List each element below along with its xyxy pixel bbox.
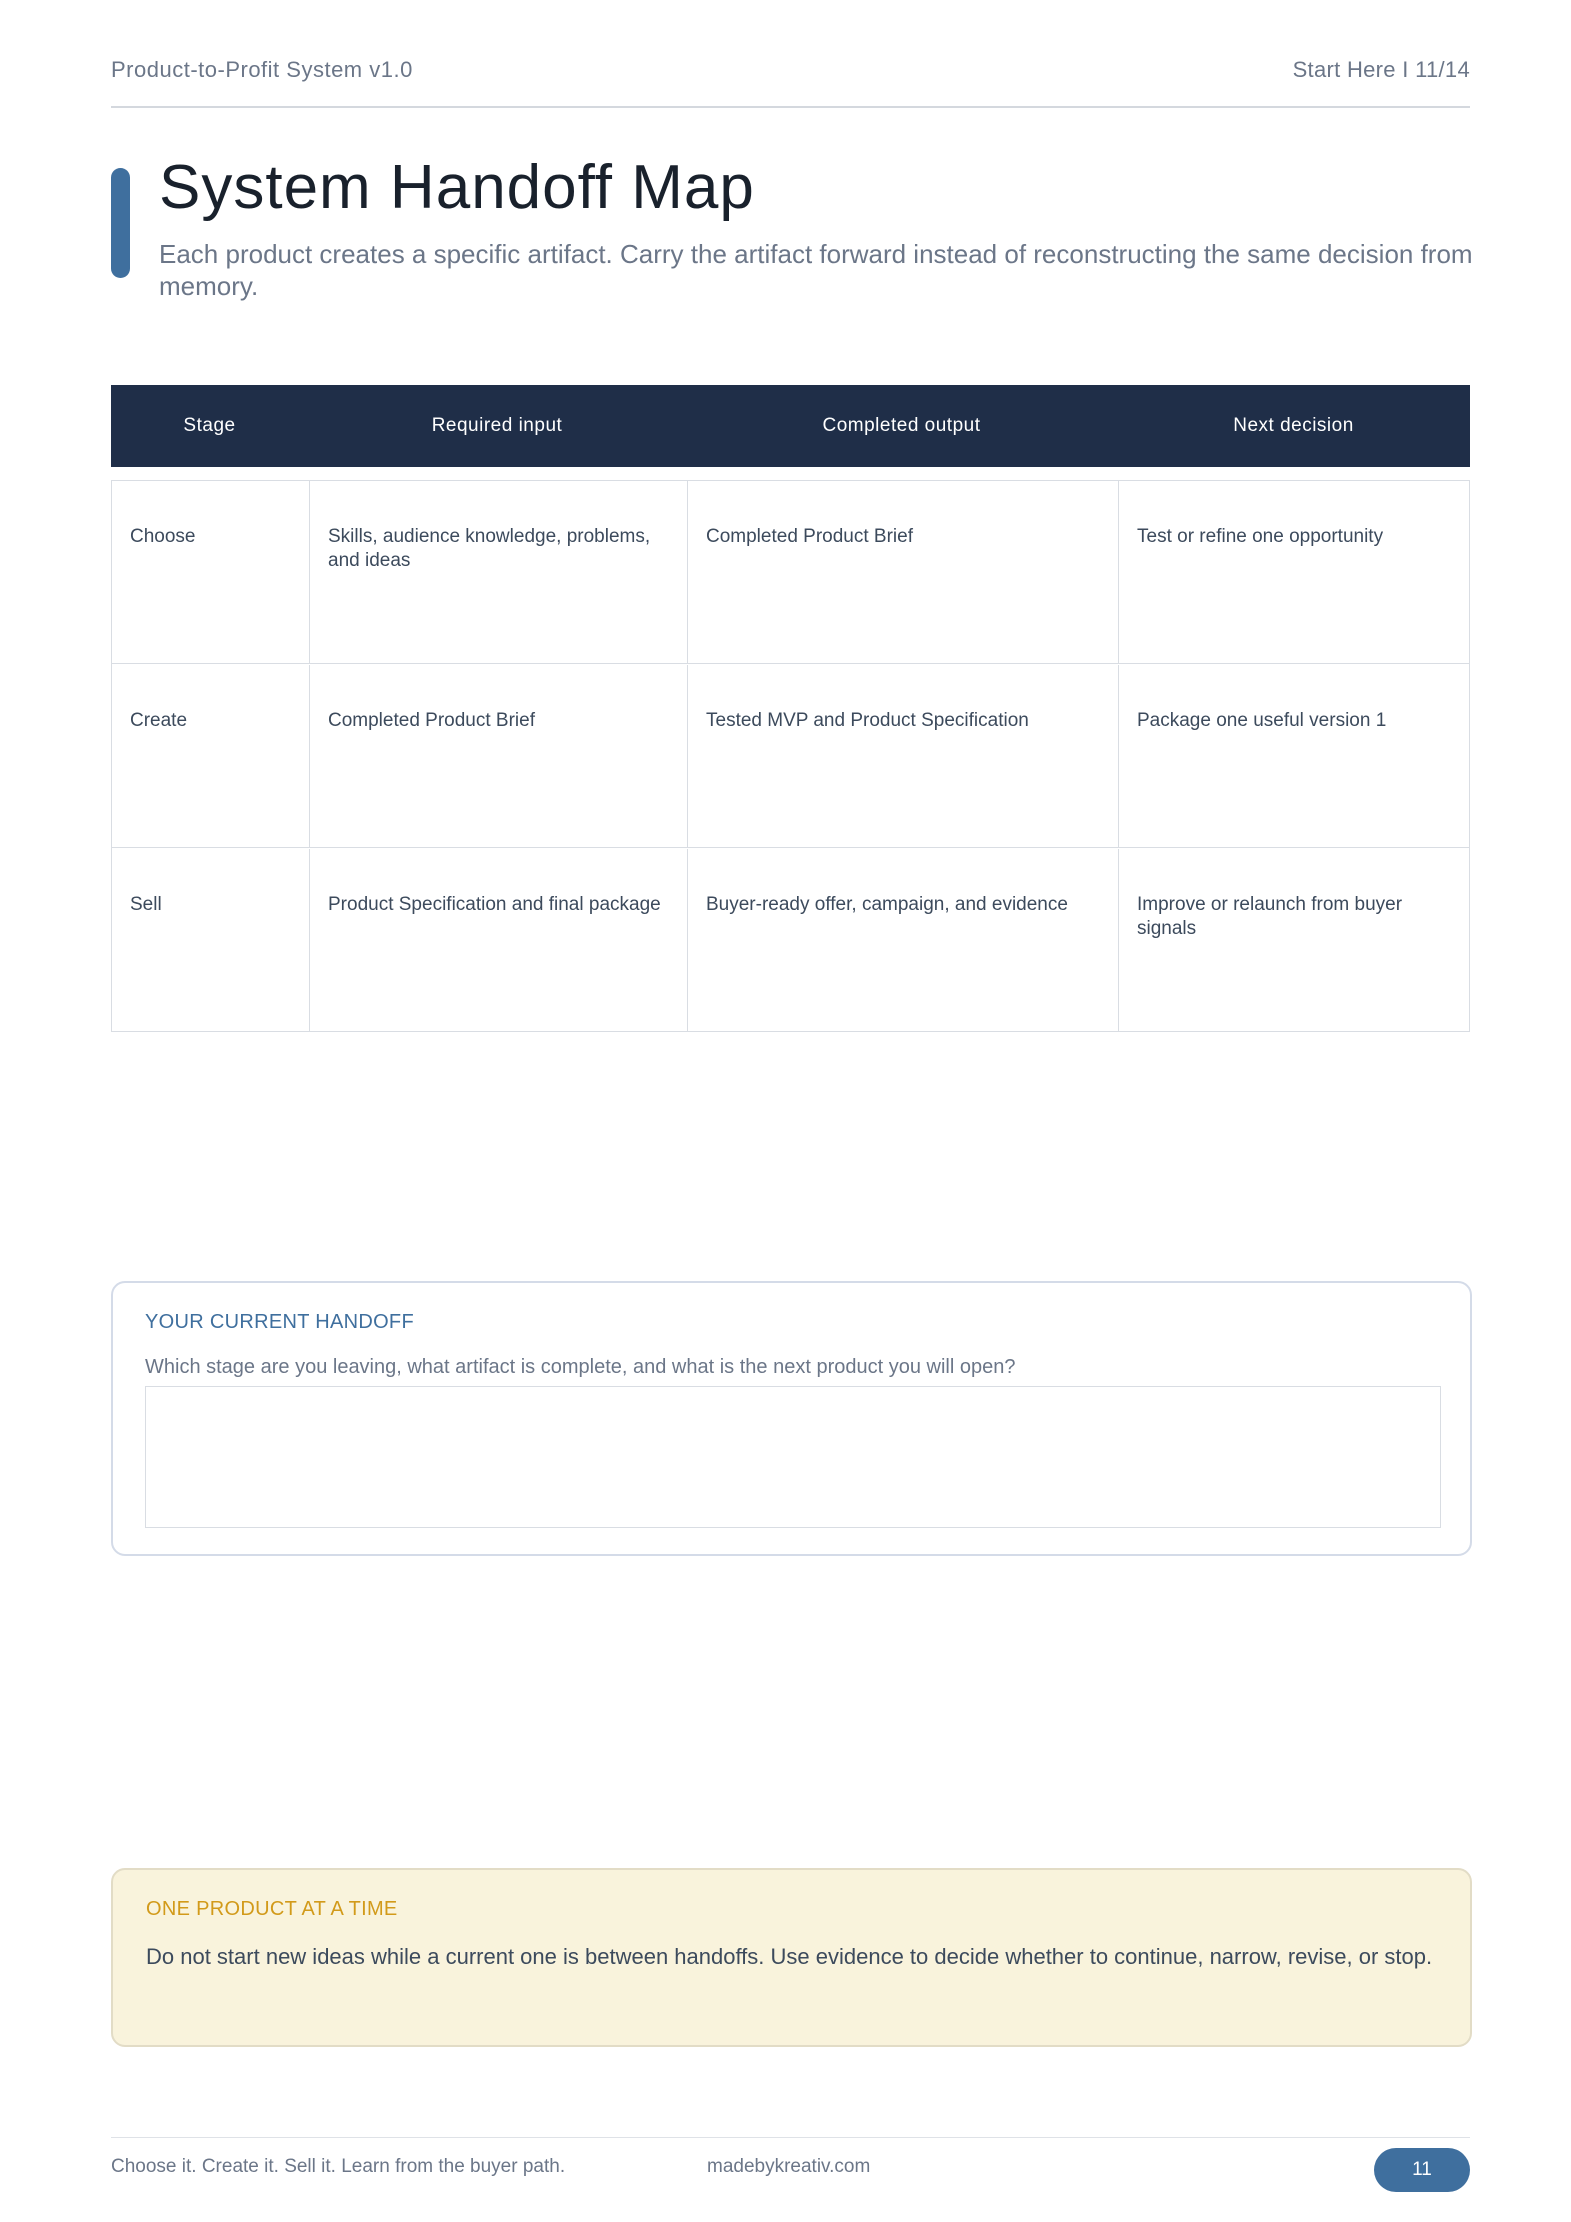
column-header-next-decision: Next decision bbox=[1233, 415, 1354, 436]
section-indicator: Start Here I 11/14 bbox=[1292, 57, 1470, 82]
footer-site: madebykreativ.com bbox=[707, 2156, 871, 2177]
handoff-answer-field[interactable] bbox=[145, 1386, 1441, 1528]
page-subtitle: Each product creates a specific artifact. Carry the artifact forward instead of reconstructing the same decision from memory. bbox=[159, 239, 1473, 301]
title-accent-bar bbox=[111, 168, 130, 278]
cell-completed-output: Buyer-ready offer, campaign, and evidence bbox=[688, 849, 1119, 1032]
cell-required-input: Completed Product Brief bbox=[310, 665, 688, 847]
table-row bbox=[112, 849, 1469, 1032]
page-footer bbox=[111, 2137, 1470, 2189]
handoff-prompt: Which stage are you leaving, what artifact is complete, and what is the next product you will open? bbox=[145, 1356, 1016, 1378]
document-title: Product-to-Profit System v1.0 bbox=[111, 57, 413, 82]
one-product-note bbox=[111, 1868, 1472, 2047]
table-row bbox=[112, 665, 1469, 848]
current-handoff-box bbox=[111, 1281, 1472, 1556]
page-header bbox=[111, 52, 1470, 108]
note-label: ONE PRODUCT AT A TIME bbox=[146, 1898, 398, 1920]
footer-tagline: Choose it. Create it. Sell it. Learn from the buyer path. bbox=[111, 2156, 566, 2177]
cell-completed-output: Tested MVP and Product Specification bbox=[688, 665, 1119, 847]
cell-next-decision: Test or refine one opportunity bbox=[1137, 526, 1384, 547]
column-header-stage: Stage bbox=[183, 415, 236, 436]
cell-next-decision: Improve or relaunch from buyer signals bbox=[1137, 894, 1403, 939]
cell-stage: Create bbox=[112, 665, 310, 847]
note-text: Do not start new ideas while a current one is between handoffs. Use evidence to decide whether to continue, narrow, revise, or stop. bbox=[146, 1944, 1433, 1969]
cell-required-input: Skills, audience knowledge, problems, and ideas bbox=[310, 481, 688, 663]
table-header bbox=[111, 385, 1470, 467]
cell-next-decision: Package one useful version 1 bbox=[1137, 710, 1387, 731]
column-header-completed-output: Completed output bbox=[822, 415, 981, 436]
handoff-table bbox=[111, 480, 1470, 1032]
page-number-badge: 11 bbox=[1374, 2148, 1470, 2192]
cell-stage: Choose bbox=[112, 481, 310, 663]
table-row bbox=[112, 481, 1469, 664]
cell-required-input: Product Specification and final package bbox=[310, 849, 688, 1032]
column-header-required-input: Required input bbox=[431, 415, 563, 436]
page-title: System Handoff Map bbox=[159, 153, 755, 222]
cell-stage: Sell bbox=[112, 849, 310, 1032]
cell-completed-output: Completed Product Brief bbox=[688, 481, 1119, 663]
handoff-label: YOUR CURRENT HANDOFF bbox=[145, 1311, 414, 1333]
